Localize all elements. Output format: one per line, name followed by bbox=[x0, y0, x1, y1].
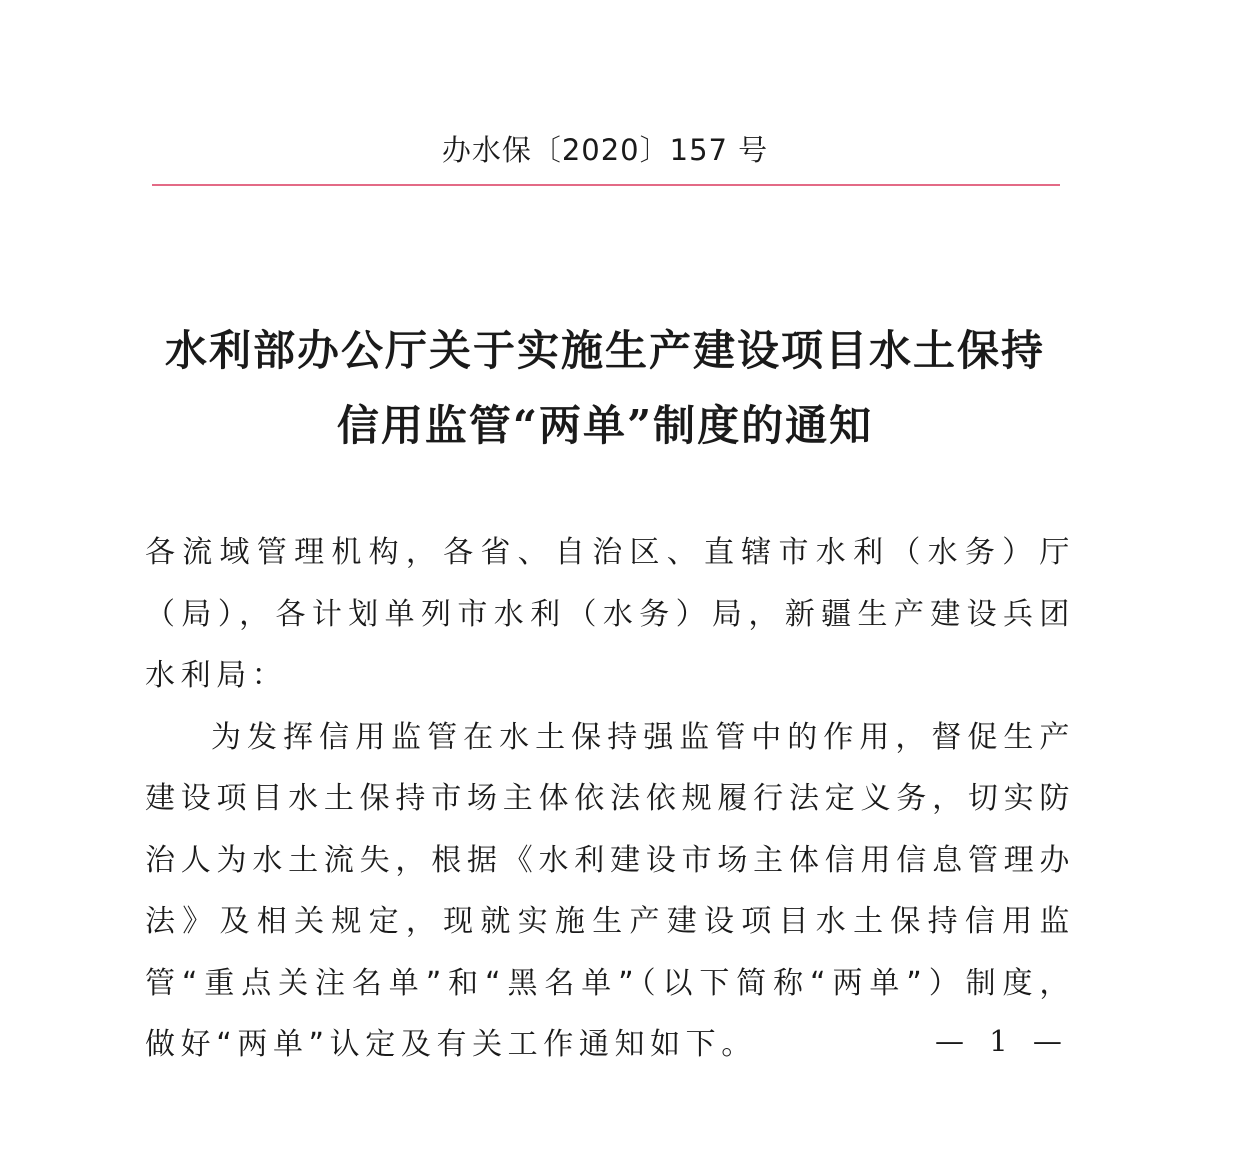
body-paragraph-1: 为发挥信用监管在水土保持强监管中的作用，督促生产建设项目水土保持市场主体依法依规履行法定义务，切实防治人为水土流失，根据《水利建设市场主体信用信息管理办法》及相关规定，现就实施生产建设项目水土保持信用监管“重点关注名单”和“黑名单”（以下简称“两单”）制度，做好“两单”认定及有关工作通知如下。 bbox=[145, 719, 1075, 1062]
document-title-line-2: 信用监管“两单”制度的通知 bbox=[336, 401, 874, 450]
document-number: 办水保〔2020〕157 号 bbox=[441, 133, 769, 167]
document-body bbox=[145, 522, 1075, 1076]
recipients-paragraph: 各流域管理机构，各省、自治区、直辖市水利（水务）厅（局），各计划单列市水利（水务）局，新疆生产建设兵团水利局： bbox=[145, 535, 1075, 693]
document-title-line-1: 水利部办公厅关于实施生产建设项目水土保持 bbox=[164, 326, 1045, 375]
red-header-rule bbox=[152, 184, 1060, 186]
page-number: — 1 — bbox=[935, 1024, 1070, 1058]
